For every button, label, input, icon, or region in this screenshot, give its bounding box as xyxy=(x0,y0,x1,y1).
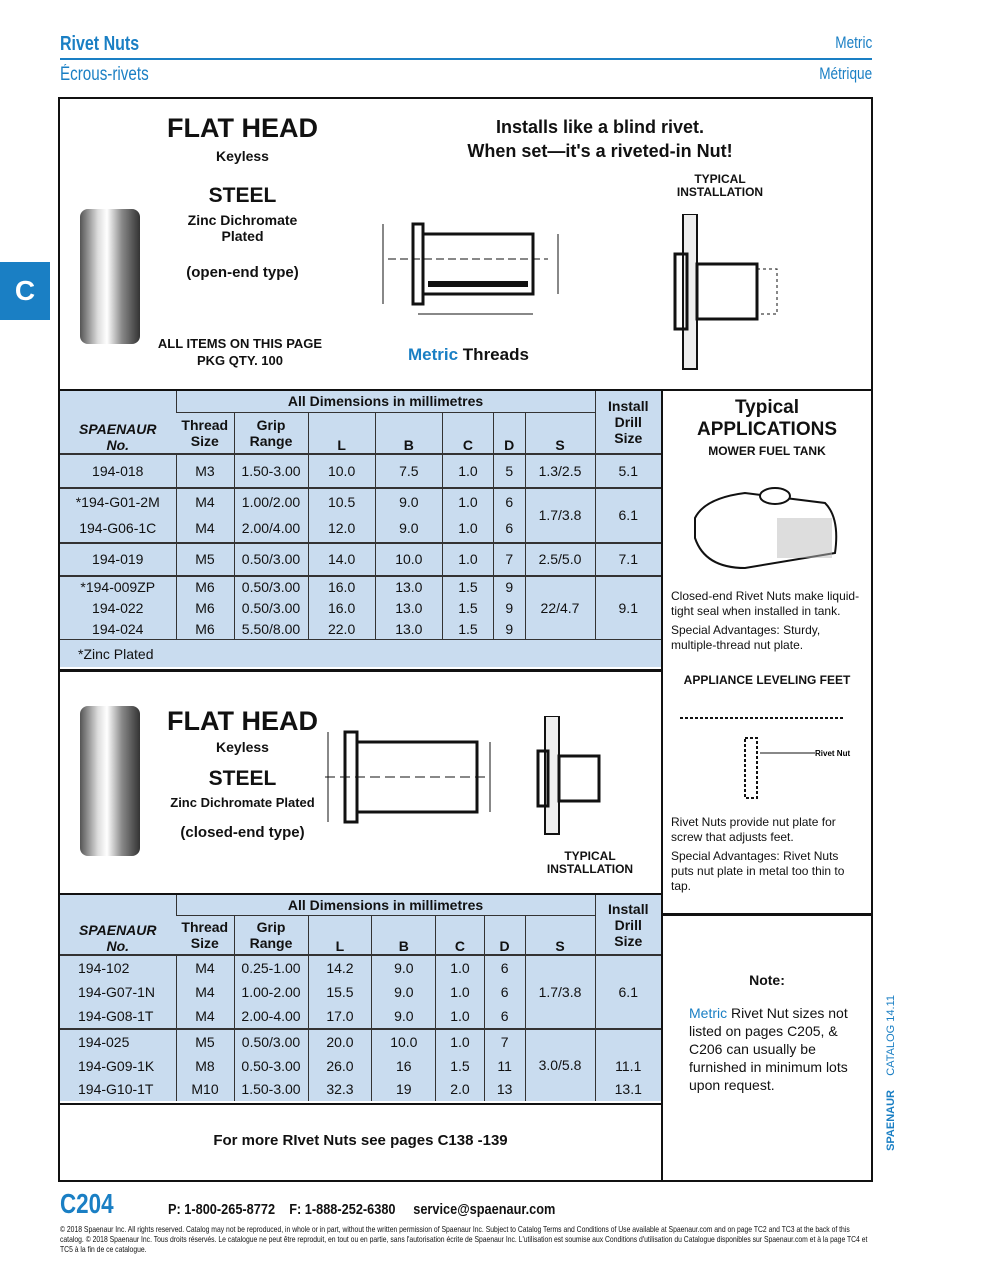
app2-advantages: Special Advantages: Rivet Nuts puts nut plate in metal too thin to tap. xyxy=(671,849,845,893)
tagline-1: Installs like a blind rivet. xyxy=(495,117,705,137)
typical-installation-drawing-2 xyxy=(530,716,640,836)
col-header-thread: Thread Size xyxy=(181,416,229,449)
col-header-L: L xyxy=(308,915,372,955)
catalog-version: CATALOG 14.11 xyxy=(885,995,897,1076)
open-end-rivet-nut-image xyxy=(80,209,140,344)
install-label-2: INSTALLATION xyxy=(676,185,764,199)
install-label-3: TYPICAL xyxy=(564,849,616,863)
table-row: 194-G08-1T M4 2.00-4.00 17.0 9.0 1.0 6 xyxy=(60,1004,661,1029)
threads-rest: Threads xyxy=(458,345,529,364)
bottom-product-panel xyxy=(60,669,663,893)
product-title-2: FLAT HEAD xyxy=(167,706,318,736)
app1-title: MOWER FUEL TANK xyxy=(708,444,826,458)
table-row: 194-022 M6 0.50/3.00 16.0 13.0 1.5 9 xyxy=(60,597,661,618)
app1-desc: Closed-end Rivet Nuts make liquid-tight seal when installed in tank. xyxy=(671,589,860,618)
top-product-panel xyxy=(60,99,871,389)
spec-table-closed-end xyxy=(60,895,661,1101)
col-header-grip: Grip Range xyxy=(234,412,308,454)
spec-table-open-end xyxy=(60,391,661,667)
table-row: 194-G07-1N M4 1.00-2.00 15.5 9.0 1.0 6 xyxy=(60,980,661,1004)
col-header-part-no: SPAENAUR No. xyxy=(78,922,157,954)
closed-end-rivet-nut-image xyxy=(80,706,140,856)
col-header-L: L xyxy=(308,412,375,454)
table-row: 194-G09-1K M8 0.50-3.00 26.0 16 1.5 11 11.1 xyxy=(60,1054,661,1078)
material-2: STEEL xyxy=(208,767,277,790)
table-row: 194-G06-1C M4 2.00/4.00 12.0 9.0 1.0 6 xyxy=(60,515,661,542)
col-header-B: B xyxy=(375,412,442,454)
page-title: Rivet Nuts xyxy=(60,33,140,55)
product-subtitle: Keyless xyxy=(216,148,269,164)
product-type-2: (closed-end type) xyxy=(180,824,305,841)
legal-text: © 2018 Spaenaur Inc. All rights reserved. Catalog may not be reproduced, in whole or in part, without the written permission of Spaenaur Inc. Subject to Catalog Terms and Conditions of Use available at Spaenaur.com and on page TC2 and TC3 at the back of this catalog. © 2018 Spaenaur Inc. Tous droits réservés. Le catalogue ne peut être reproduit, en tout ou en partie, sans l'autorisation écrite de Spaenaur Inc. L'utilisation est soumise aux Conditions d'utilisation du Catalogue disponibles sur Spaenaur.com et à la page TC4 et TC5 à la fin de ce catalogue. xyxy=(60,1224,868,1254)
more-rivet-nuts-note: For more RIvet Nuts see pages C138 -139 xyxy=(60,1103,663,1180)
finish: Zinc Dichromate xyxy=(187,212,298,228)
table2-container xyxy=(60,893,663,1103)
table-row: 194-019 M5 0.50/3.00 14.0 10.0 1.0 7 2.5/5.0 7.1 xyxy=(60,543,661,577)
col-header-B: B xyxy=(372,915,436,955)
col-header-C: C xyxy=(442,412,493,454)
note-metric: Metric xyxy=(689,1005,728,1021)
leveling-feet-illustration xyxy=(675,693,865,808)
product-title: FLAT HEAD xyxy=(167,113,318,143)
col-header-thread: Thread Size xyxy=(181,918,229,951)
table-row: 194-024 M6 5.50/8.00 22.0 13.0 1.5 9 xyxy=(60,618,661,639)
col-header-S: S xyxy=(525,915,595,955)
tagline-2: When set—it's a riveted-in Nut! xyxy=(467,141,733,161)
unit-label-fr: Métrique xyxy=(819,64,872,83)
product-subtitle-2: Keyless xyxy=(216,739,269,755)
col-header-drill: Install Drill Size xyxy=(595,895,661,955)
closed-end-dimension-drawing xyxy=(325,722,500,832)
threads-metric: Metric xyxy=(408,345,459,364)
pkg-note: ALL ITEMS ON THIS PAGE xyxy=(157,336,323,351)
svg-text:Rivet Nut: Rivet Nut xyxy=(815,749,851,758)
page-title-fr: Écrous-rivets xyxy=(60,64,149,85)
open-end-dimension-drawing xyxy=(378,204,578,324)
threads-label xyxy=(408,345,529,365)
page-code: C204 xyxy=(60,1188,114,1219)
email-link[interactable]: service@spaenaur.com xyxy=(413,1201,556,1218)
app1-advantages: Special Advantages: Sturdy, multiple-thread nut plate. xyxy=(671,623,821,652)
note-title: Note: xyxy=(749,972,785,988)
table-row: 194-018 M3 1.50-3.00 10.0 7.5 1.0 5 1.3/2.5 5.1 xyxy=(60,454,661,488)
table-row: *194-009ZP M6 0.50/3.00 16.0 13.0 1.5 9 22/4.7 9.1 xyxy=(60,576,661,597)
group-header: All Dimensions in millimetres xyxy=(176,391,595,412)
applications-panel xyxy=(663,389,871,913)
table-row: 194-025 M5 0.50/3.00 20.0 10.0 1.0 7 3.0/5.8 xyxy=(60,1029,661,1054)
table-row: 194-102 M4 0.25-1.00 14.2 9.0 1.0 6 1.7/3.8 6.1 xyxy=(60,955,661,980)
applications-title-2: APPLICATIONS xyxy=(696,419,838,440)
brand-logo: SPAENAUR xyxy=(885,1090,897,1151)
note-text xyxy=(663,1004,871,1094)
fax: F: 1-888-252-6380 xyxy=(289,1201,396,1218)
finish-2b: Zinc Dichromate Plated xyxy=(170,795,315,810)
col-header-C: C xyxy=(436,915,484,955)
finish-2: Plated xyxy=(221,228,264,244)
table-row: *194-G01-2M M4 1.00/2.00 10.5 9.0 1.0 6 1.7/3.8 6.1 xyxy=(60,488,661,515)
unit-label: Metric xyxy=(834,33,872,52)
install-label-1: TYPICAL xyxy=(694,172,746,186)
install-label-4: INSTALLATION xyxy=(546,862,634,876)
section-tab[interactable]: C xyxy=(0,262,50,320)
page-frame xyxy=(58,97,873,1182)
contact-info xyxy=(168,1201,555,1218)
material: STEEL xyxy=(208,184,277,207)
header-row-en xyxy=(60,30,872,60)
app2-desc: Rivet Nuts provide nut plate for screw that adjusts feet. xyxy=(671,815,836,844)
typical-installation-drawing xyxy=(635,214,835,374)
fuel-tank-illustration xyxy=(685,478,845,578)
col-header-part-no: SPAENAUR No. xyxy=(78,421,157,454)
product-type: (open-end type) xyxy=(186,264,299,281)
note-body: Rivet Nut sizes not listed on pages C205, & C206 can usually be furnished in minimum lots upon request. xyxy=(689,1005,848,1093)
table-row: 194-G10-1T M10 1.50-3.00 32.3 19 2.0 13 13.1 xyxy=(60,1077,661,1101)
header-row-fr xyxy=(60,64,872,90)
col-header-D: D xyxy=(493,412,525,454)
col-header-S: S xyxy=(525,412,595,454)
group-header: All Dimensions in millimetres xyxy=(176,895,595,915)
table1-container xyxy=(60,389,663,669)
col-header-drill: Install Drill Size xyxy=(595,391,661,454)
footnote: *Zinc Plated xyxy=(60,640,661,667)
pkg-qty: PKG QTY. 100 xyxy=(197,353,283,368)
col-header-grip: Grip Range xyxy=(234,915,308,955)
note-panel xyxy=(663,913,871,1180)
col-header-D: D xyxy=(484,915,525,955)
phone[interactable]: P: 1-800-265-8772 xyxy=(168,1201,276,1218)
applications-title-1: Typical xyxy=(734,397,800,418)
app2-title: APPLIANCE LEVELING FEET xyxy=(683,673,851,687)
